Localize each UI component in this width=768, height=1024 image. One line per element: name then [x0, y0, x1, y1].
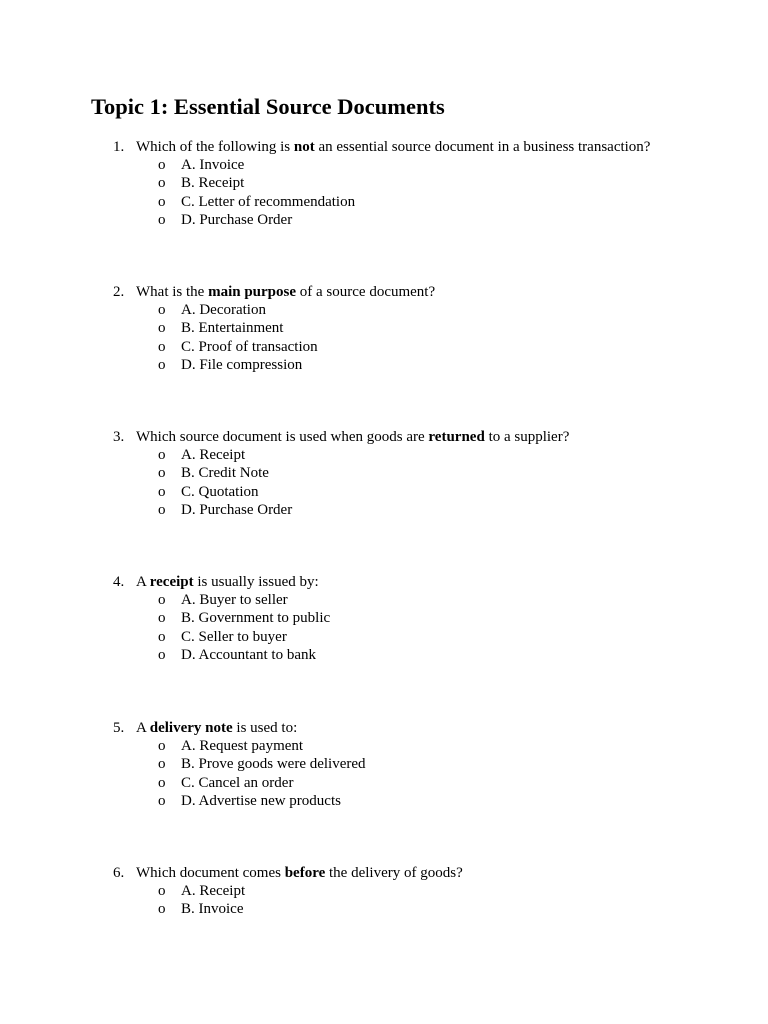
- bullet-icon: o: [158, 465, 166, 482]
- question-text: What is the main purpose of a source document?: [136, 284, 436, 300]
- option-item: [0, 646, 768, 664]
- question-4: [0, 573, 768, 664]
- question-text: Which source document is used when goods are returned to a supplier?: [136, 429, 570, 445]
- bullet-icon: o: [158, 756, 166, 773]
- bullet-icon: o: [158, 356, 166, 373]
- option-item: [0, 156, 768, 174]
- option-item: [0, 193, 768, 211]
- question-line: [0, 573, 768, 591]
- question-emphasis: before: [284, 865, 326, 881]
- option-item: [0, 737, 768, 755]
- bullet-icon: o: [158, 501, 166, 518]
- bullet-icon: o: [158, 883, 166, 900]
- question-emphasis: main purpose: [208, 284, 297, 300]
- bullet-icon: o: [158, 447, 166, 464]
- question-text: Which document comes before the delivery of goods?: [136, 865, 463, 881]
- question-number: 4.: [113, 574, 125, 590]
- question-text: Which of the following is not an essential source document in a business transaction?: [136, 139, 651, 155]
- question-6: [0, 864, 768, 919]
- question-line: [0, 283, 768, 301]
- option-item: [0, 319, 768, 337]
- option-text: B. Entertainment: [181, 320, 284, 337]
- option-text: B. Receipt: [181, 175, 245, 192]
- question-emphasis: not: [293, 139, 315, 155]
- option-item: [0, 792, 768, 810]
- question-emphasis: returned: [428, 429, 485, 445]
- option-text: C. Letter of recommendation: [181, 193, 356, 210]
- question-number: 1.: [113, 139, 125, 155]
- question-number: 2.: [113, 284, 125, 300]
- option-item: [0, 755, 768, 773]
- option-item: [0, 174, 768, 192]
- question-emphasis: receipt: [149, 574, 194, 590]
- option-text: D. Purchase Order: [181, 211, 293, 228]
- question-number: 6.: [113, 865, 125, 881]
- question-number: 3.: [113, 429, 125, 445]
- option-item: [0, 211, 768, 229]
- question-3: [0, 428, 768, 519]
- option-text: B. Invoice: [181, 901, 244, 918]
- option-item: [0, 301, 768, 319]
- option-text: C. Seller to buyer: [181, 628, 287, 645]
- option-text: A. Buyer to seller: [181, 592, 288, 609]
- question-1: [0, 138, 768, 229]
- bullet-icon: o: [158, 320, 166, 337]
- option-text: B. Prove goods were delivered: [181, 756, 366, 773]
- question-number: 5.: [113, 720, 125, 736]
- question-line: [0, 864, 768, 882]
- option-text: A. Decoration: [181, 302, 266, 319]
- question-5: [0, 719, 768, 810]
- option-text: A. Request payment: [181, 738, 304, 755]
- bullet-icon: o: [158, 338, 166, 355]
- question-2: [0, 283, 768, 374]
- option-item: [0, 882, 768, 900]
- bullet-icon: o: [158, 610, 166, 627]
- option-text: C. Quotation: [181, 483, 259, 500]
- option-text: D. Accountant to bank: [181, 646, 316, 663]
- option-item: [0, 338, 768, 356]
- option-item: [0, 774, 768, 792]
- option-item: [0, 900, 768, 918]
- bullet-icon: o: [158, 211, 166, 228]
- question-text: A delivery note is used to:: [136, 720, 298, 736]
- question-line: [0, 138, 768, 156]
- bullet-icon: o: [158, 193, 166, 210]
- option-item: [0, 356, 768, 374]
- option-text: D. File compression: [181, 356, 303, 373]
- page-title: Topic 1: Essential Source Documents: [91, 94, 445, 119]
- question-line: [0, 719, 768, 737]
- option-text: D. Purchase Order: [181, 501, 293, 518]
- option-text: B. Credit Note: [181, 465, 269, 482]
- bullet-icon: o: [158, 792, 166, 809]
- option-item: [0, 628, 768, 646]
- bullet-icon: o: [158, 646, 166, 663]
- question-line: [0, 428, 768, 446]
- option-item: [0, 591, 768, 609]
- question-text: A receipt is usually issued by:: [136, 574, 319, 590]
- question-emphasis: delivery note: [149, 720, 233, 736]
- option-text: A. Receipt: [181, 883, 246, 900]
- option-item: [0, 483, 768, 501]
- bullet-icon: o: [158, 302, 166, 319]
- option-item: [0, 501, 768, 519]
- bullet-icon: o: [158, 175, 166, 192]
- option-text: C. Proof of transaction: [181, 338, 318, 355]
- bullet-icon: o: [158, 592, 166, 609]
- option-text: B. Government to public: [181, 610, 331, 627]
- option-text: C. Cancel an order: [181, 774, 294, 791]
- bullet-icon: o: [158, 628, 166, 645]
- option-text: A. Invoice: [181, 157, 245, 174]
- bullet-icon: o: [158, 901, 166, 918]
- option-text: A. Receipt: [181, 447, 246, 464]
- option-item: [0, 446, 768, 464]
- bullet-icon: o: [158, 774, 166, 791]
- option-text: D. Advertise new products: [181, 792, 341, 809]
- option-item: [0, 464, 768, 482]
- bullet-icon: o: [158, 483, 166, 500]
- option-item: [0, 609, 768, 627]
- bullet-icon: o: [158, 738, 166, 755]
- bullet-icon: o: [158, 157, 166, 174]
